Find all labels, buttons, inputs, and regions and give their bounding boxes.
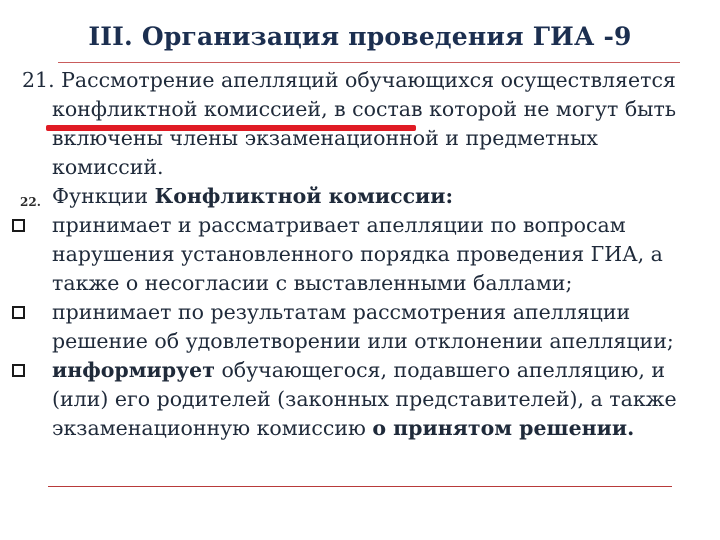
slide-title: III. Организация проведения ГИА -9 [88, 22, 632, 51]
square-bullet-icon [12, 364, 25, 377]
slide-body [0, 66, 720, 443]
square-bullet-icon [12, 306, 25, 319]
bullet-bold-text: о принятом решении [372, 416, 628, 440]
bullet-end-punct: . [627, 416, 635, 440]
bullet-text: принимает по результатам рассмотрения апелляции решение об удовлетворении или отклонении апелляции; [52, 300, 674, 353]
paragraph-text: Рассмотрение апелляций обучающихся осуществляется конфликтной комиссией, в состав которой не могут быть включены члены экзаменационной и предметных комиссий. [52, 68, 676, 179]
bullet-bold-text: информирует [52, 358, 215, 382]
bullet-item [0, 298, 720, 356]
paragraph-bold-text: Конфликтной комиссии: [154, 184, 454, 208]
square-bullet-icon [12, 219, 25, 232]
bullet-item [0, 211, 720, 298]
paragraph-22 [0, 182, 720, 211]
bullet-text: принимает и рассматривает апелляции по вопросам нарушения установленного порядка проведения ГИА, а также о несогласии с выставленными баллами; [52, 213, 663, 295]
bullet-item [0, 356, 720, 443]
title-divider [58, 62, 680, 63]
paragraph-number: 21. [22, 68, 55, 92]
paragraph-21 [0, 66, 720, 182]
paragraph-number: 22. [20, 195, 41, 209]
paragraph-text: Функции [52, 184, 155, 208]
bullet-text: обучающегося, подавшего апелляцию, и (или) его родителей (законных представителей), а также экзаменационную комиссию [52, 358, 677, 440]
bottom-divider [48, 486, 672, 487]
